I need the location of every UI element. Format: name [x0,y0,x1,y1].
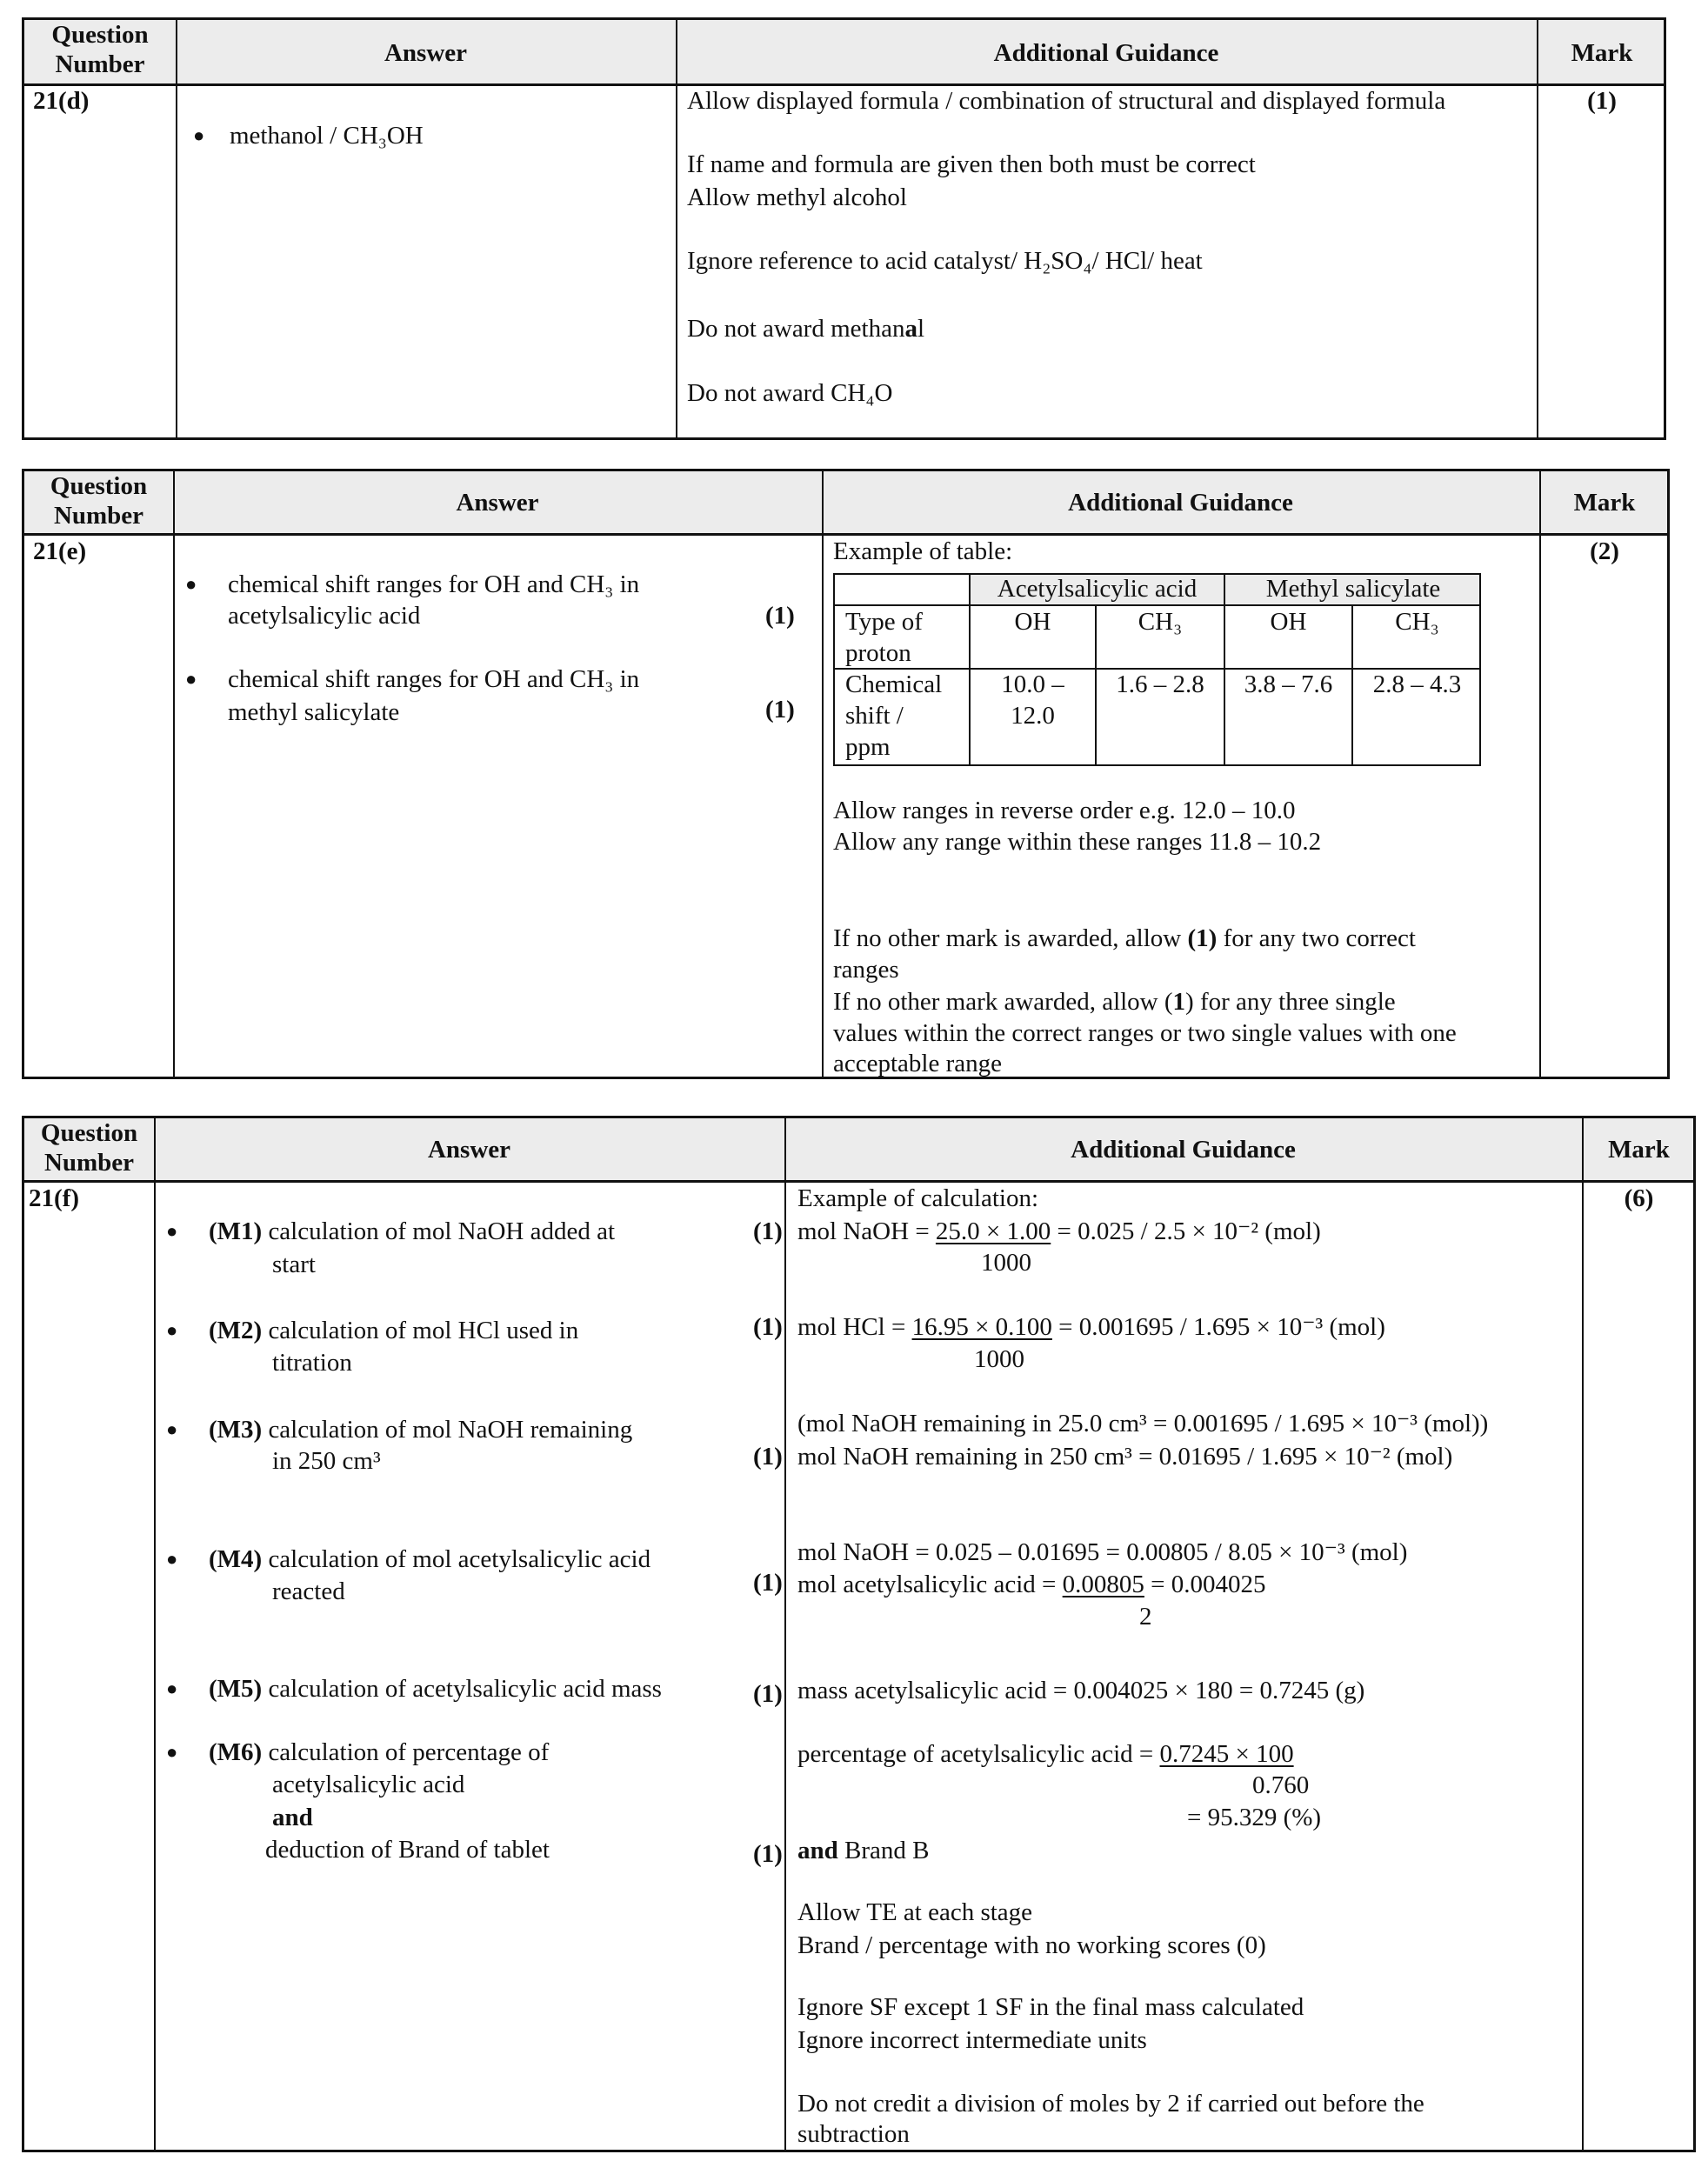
table-cell: 2.8 – 4.3 [1372,670,1462,698]
guidance-note: subtraction [797,2120,910,2148]
bullet-icon: ● [166,1418,178,1440]
header-mark: Mark [1571,39,1633,67]
answer-mark: (1) [753,1840,783,1868]
answer-text: (M3) calculation of mol NaOH remaining [209,1416,633,1444]
calc-brand: and Brand B [797,1837,930,1864]
guidance-line: If no other mark is awarded, allow (1) for any two correct [833,924,1416,952]
answer-mark: (1) [753,1680,783,1708]
header-guidance: Additional Guidance [1071,1136,1296,1164]
answer-text: acetylsalicylic acid [272,1771,465,1798]
header-question-number: Question Number [50,472,148,530]
answer-text: chemical shift ranges for OH and CH₃ in [228,665,640,693]
answer-text: start [272,1251,316,1278]
calc-m5: mass acetylsalicylic acid = 0.004025 × 180 = 0.7245 (g) [797,1677,1365,1704]
guidance-line: values within the correct ranges or two single values with one [833,1019,1457,1047]
group-header: Methyl salicylate [1265,575,1441,603]
guidance-note: Ignore SF except 1 SF in the final mass calculated [797,1993,1304,2021]
table-cell: OH [1270,608,1307,636]
mark-scheme-table-21e [22,469,1670,1079]
table-cell: 10.0 – 12.0 [1001,670,1064,730]
group-header: Acetylsalicylic acid [997,575,1198,603]
guidance-line: If no other mark awarded, allow (1) for any three single [833,988,1396,1016]
header-question-number: Question Number [40,1119,138,1177]
calc-m4b: mol acetylsalicylic acid = 0.00805 = 0.004025 [797,1571,1266,1598]
table-cell: CH₃ [1138,608,1183,636]
header-guidance: Additional Guidance [993,39,1219,67]
mark-value: (2) [1590,537,1619,565]
bullet-icon: ● [185,668,197,690]
guidance-line: Allow methyl alcohol [687,183,907,211]
header-answer: Answer [427,1136,511,1164]
calc-m3a: (mol NaOH remaining in 25.0 cm³ = 0.001695 / 1.695 × 10⁻³ (mol)) [797,1410,1489,1437]
guidance-note: Do not credit a division of moles by 2 if carried out before the [797,2090,1424,2118]
header-question-number: Question Number [51,21,149,78]
guidance-note: Brand / percentage with no working scores (0) [797,1931,1266,1959]
calc-m6: percentage of acetylsalicylic acid = 0.7245 × 100 [797,1740,1294,1768]
bullet-icon: ● [166,1220,178,1242]
question-number: 21(e) [33,537,87,565]
guidance-line: Allow displayed formula / combination of structural and displayed formula [687,87,1446,115]
calc-m1-denominator: 1000 [981,1249,1031,1277]
answer-text: methanol / CH₃OH [230,122,424,150]
example-label: Example of calculation: [797,1184,1039,1212]
answer-text: methyl salicylate [228,698,400,726]
row-label: Chemical shift / ppm [845,670,943,761]
mark-value: (1) [1587,87,1617,115]
table-cell: 3.8 – 7.6 [1244,670,1333,698]
calc-m2-denominator: 1000 [974,1345,1024,1373]
table-cell: CH₃ [1395,608,1439,636]
header-answer: Answer [456,489,539,517]
header-mark: Mark [1608,1136,1670,1164]
bullet-icon: ● [166,1548,178,1570]
bullet-icon: ● [166,1741,178,1763]
answer-text: and [272,1804,313,1831]
row-label: Type of proton [845,608,923,667]
answer-mark: (1) [753,1217,783,1245]
answer-mark: (1) [765,696,795,724]
answer-text: chemical shift ranges for OH and CH₃ in [228,570,640,598]
answer-mark: (1) [765,602,795,630]
bullet-icon: ● [166,1677,178,1699]
answer-text: (M4) calculation of mol acetylsalicylic acid [209,1545,651,1573]
table-cell: OH [1014,608,1051,636]
guidance-line: Allow any range within these ranges 11.8 – 10.2 [833,828,1322,856]
guidance-line: ranges [833,956,899,984]
guidance-note: Ignore incorrect intermediate units [797,2026,1147,2054]
guidance-line: Ignore reference to acid catalyst/ H₂SO₄/ HCl/ heat [687,247,1203,275]
header-answer: Answer [384,39,468,67]
table-cell: 1.6 – 2.8 [1116,670,1204,698]
answer-text: (M6) calculation of percentage of [209,1738,550,1766]
mark-scheme-table-21f [22,1116,1696,2152]
guidance-line: Do not award CH₄O [687,379,893,407]
calc-m4a: mol NaOH = 0.025 – 0.01695 = 0.00805 / 8.05 × 10⁻³ (mol) [797,1538,1408,1566]
bullet-icon: ● [166,1319,178,1341]
question-number: 21(f) [29,1184,79,1212]
answer-mark: (1) [753,1443,783,1471]
guidance-line: Allow ranges in reverse order e.g. 12.0 – 10.0 [833,797,1296,824]
example-label: Example of table: [833,537,1013,565]
answer-mark: (1) [753,1313,783,1341]
question-number: 21(d) [33,87,90,115]
calc-m1: mol NaOH = 25.0 × 1.00 = 0.025 / 2.5 × 10⁻² (mol) [797,1217,1321,1245]
answer-text: in 250 cm³ [272,1447,381,1475]
answer-text: deduction of Brand of tablet [265,1836,550,1864]
bullet-icon: ● [185,573,197,595]
mark-scheme-table-21d [22,17,1666,440]
guidance-note: Allow TE at each stage [797,1898,1033,1926]
example-shift-table [833,573,1481,766]
answer-text: (M5) calculation of acetylsalicylic acid mass [209,1675,662,1703]
calc-m4-denominator: 2 [1139,1603,1152,1631]
mark-value: (6) [1624,1184,1654,1212]
calc-m6-result: = 95.329 (%) [1187,1804,1322,1831]
guidance-line: Do not award methanal [687,315,925,343]
calc-m3b: mol NaOH remaining in 250 cm³ = 0.01695 / 1.695 × 10⁻² (mol) [797,1443,1453,1471]
guidance-line: If name and formula are given then both must be correct [687,150,1256,178]
header-guidance: Additional Guidance [1068,489,1293,517]
answer-text: titration [272,1349,352,1377]
answer-text: (M1) calculation of mol NaOH added at [209,1217,616,1245]
answer-text: reacted [272,1577,345,1605]
calc-m2: mol HCl = 16.95 × 0.100 = 0.001695 / 1.695 × 10⁻³ (mol) [797,1313,1385,1341]
answer-text: (M2) calculation of mol HCl used in [209,1317,579,1344]
guidance-line: acceptable range [833,1050,1002,1077]
bullet-icon: ● [193,124,205,146]
calc-m6-denominator: 0.760 [1252,1771,1310,1799]
answer-text: acetylsalicylic acid [228,602,421,630]
answer-mark: (1) [753,1569,783,1597]
header-mark: Mark [1573,489,1636,517]
